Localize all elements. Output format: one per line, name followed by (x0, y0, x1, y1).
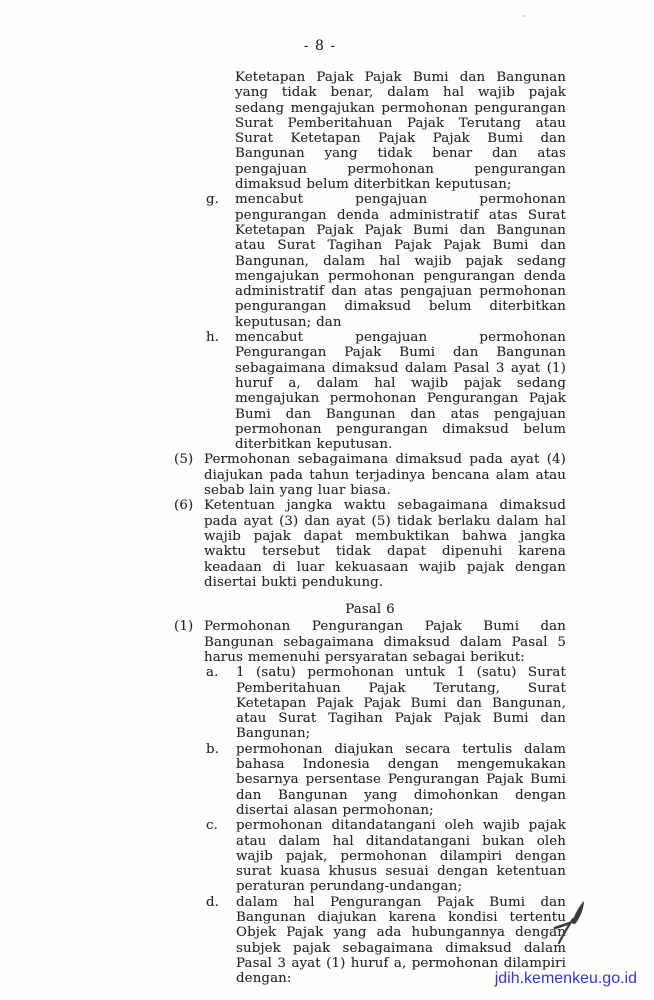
item-text: permohonan ditandatangani oleh wajib pajak atau dalam hal ditandatangani bukan oleh wajib pajak, permohonan dilampiri dengan surat kuasa khusus sesuai dengan ketentuan peraturan perundang-undangan; (236, 818, 566, 895)
item-text: mencabut pengajuan permohonan pengurangan denda administratif atas Surat Ketetapan Pajak Pajak Bumi dan Bangunan atau Surat Tagihan Pajak Pajak Bumi dan Bangunan, dalam hal wajib pajak sedang mengajukan permohonan pengurangan denda administratif dan atas pengajuan permohonan pengurangan dimaksud belum diterbitkan keputusan; dan (235, 192, 566, 330)
item-text: Ketentuan jangka waktu sebagaimana dimaksud pada ayat (3) dan ayat (5) tidak berlaku dalam hal wajib pajak dapat membuktikan bahwa jangka waktu tersebut tidak dapat dipenuhi karena keadaan di luar kekuasaan wajib pajak dengan disertai bukti pendukung. (204, 498, 566, 590)
item-text: dalam hal Pengurangan Pajak Bumi dan Bangunan diajukan karena kondisi tertentu Objek Pajak yang ada hubungannya dengan subjek pajak sebagaimana dimaksud dalam Pasal 3 ayat (1) huruf a, permohonan dilampiri dengan: (236, 894, 566, 987)
item-label: h. (206, 330, 220, 346)
item-label: b. (206, 741, 220, 757)
sub-item-b (206, 742, 566, 818)
item-text: permohonan diajukan secara tertulis dalam bahasa Indonesia dengan mengemukakan besarnya persentase Pengurangan Pajak Bumi dan Bangunan yang dimohonkan dengan disertai alasan permohonan; (236, 741, 566, 818)
list-item-5 (174, 452, 566, 498)
section-heading-pasal-6: Pasal 6 (345, 602, 395, 618)
scan-artifact-speck (523, 15, 526, 17)
jdih-kemenkeu-watermark: jdih.kemenkeu.go.id (494, 970, 637, 987)
item-label: (1) (174, 619, 194, 635)
list-item-h (206, 330, 566, 452)
item-label: a. (206, 665, 219, 681)
item-text: mencabut pengajuan permohonan Pengurangan Pajak Bumi dan Bangunan sebagaimana dimaksud dalam Pasal 3 ayat (1) huruf a, dalam hal wajib pajak sedang mengajukan permohonan Pengurangan Pajak Bumi dan Bangunan dan atas pengajuan permohonan pengurangan dimaksud belum diterbitkan keputusan. (235, 330, 566, 453)
item-text: 1 (satu) permohonan untuk 1 (satu) Surat Pemberitahuan Pajak Terutang, Surat Ketetapan Pajak Pajak Bumi dan Bangunan, atau Surat Tagihan Pajak Pajak Bumi dan Bangunan; (236, 665, 566, 742)
item-label: c. (206, 818, 218, 834)
handwritten-paraf-icon (547, 897, 589, 947)
item-label: d. (206, 894, 220, 910)
sub-item-c (206, 818, 566, 894)
page-number: - 8 - (303, 38, 337, 54)
item-text: Permohonan sebagaimana dimaksud pada ayat (4) diajukan pada tahun terjadinya bencana alam atau sebab lain yang luar biasa. (204, 452, 566, 499)
sub-item-a (206, 665, 566, 741)
item-label: g. (206, 192, 220, 208)
list-item-1 (174, 619, 566, 986)
item-intro-text: Permohonan Pengurangan Pajak Bumi dan Bangunan sebagaimana dimaksud dalam Pasal 5 harus memenuhi persyaratan sebagai berikut: (204, 619, 566, 665)
continuation-paragraph: Ketetapan Pajak Pajak Bumi dan Bangunan yang tidak benar, dalam hal wajib pajak sedang mengajukan permohonan pengurangan Surat Pemberitahuan Pajak Terutang atau Surat Ketetapan Pajak Pajak Bumi dan Bangunan yang tidak benar dan atas pengajuan permohonan pengurangan dimaksud belum diterbitkan keputusan; (235, 70, 566, 193)
page-body-text (174, 70, 566, 987)
item-body (204, 619, 566, 986)
list-item-6 (174, 498, 566, 590)
list-item-g (206, 192, 566, 330)
item-label: (6) (174, 498, 194, 514)
item-label: (5) (174, 452, 194, 468)
